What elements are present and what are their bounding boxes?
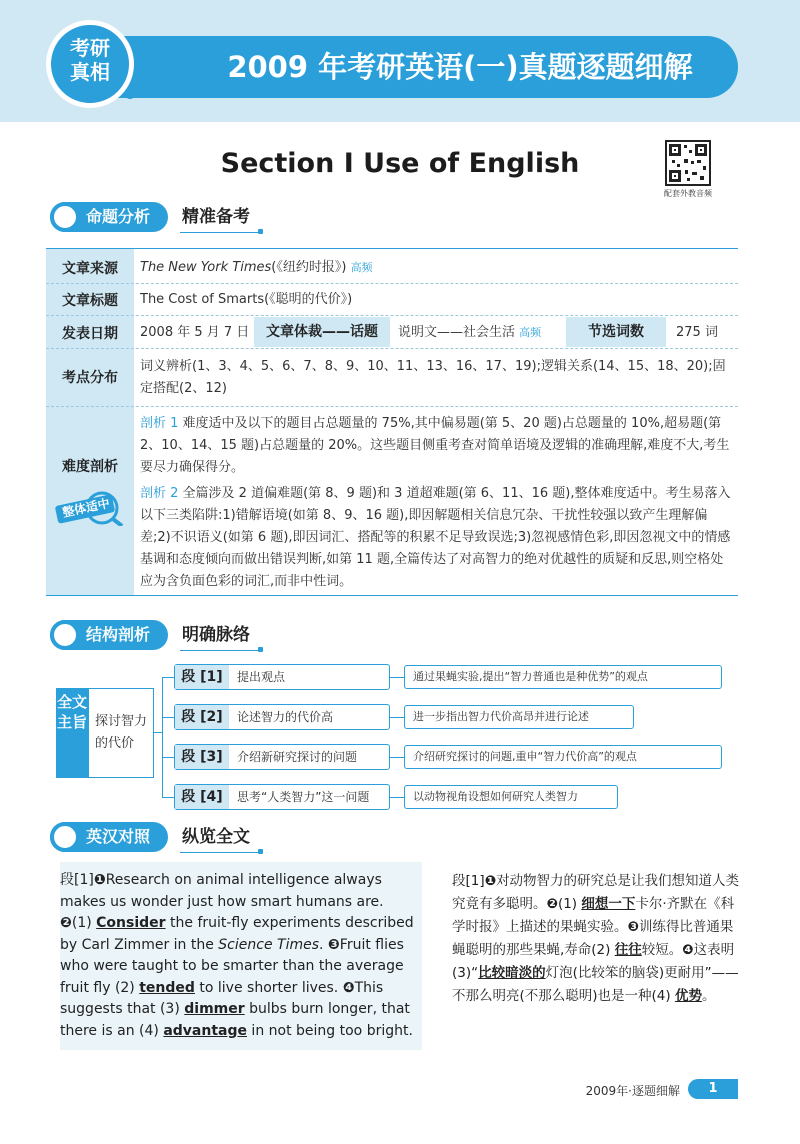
cn-s2b: 卡尔·齐默在《科学时报》上描述的果蝇实验。 — [452, 896, 735, 935]
points-label: 考点分布 — [62, 370, 118, 386]
page-number: 1 — [688, 1079, 738, 1099]
connector — [162, 677, 174, 678]
sentence-num: ❶ — [93, 872, 106, 888]
segment-4 — [174, 784, 390, 810]
cn-s3a: 训练得比普通果蝇聪明的那些果蝇,寿命(2) — [452, 919, 734, 958]
sentence-num: ❶ — [484, 873, 497, 889]
bilingual-heading-label: 英汉对照 — [86, 827, 151, 846]
sentence-num: ❷ — [546, 896, 558, 912]
magnifier-icon — [50, 620, 80, 650]
source-label: 文章来源 — [62, 261, 118, 277]
genre-value — [398, 323, 558, 343]
analysis-1-text: 难度适中及以下的题目占总题量的 75%,其中偏易题(第 5、20 题)占总题量的 10%,超易题(第 2、10、14、15 题)占总题量的 20%。这些题目侧重考查对简单语境及逻辑的准确理解,难度不大,考生要尽力确保得分。 — [140, 416, 730, 475]
heading-dot — [258, 849, 263, 854]
heading-dot — [258, 229, 263, 234]
en-s4b: bulbs burn longer, that there is an (4) — [60, 1001, 410, 1039]
date-value: 2008 年 5 月 7 日 — [140, 325, 250, 340]
analysis-heading-label: 命题分析 — [86, 207, 151, 226]
diagram-topic: 探讨智力的代价 — [88, 688, 154, 778]
blank-answer-3: dimmer — [184, 1001, 245, 1017]
cn-seg: 段[1] — [452, 873, 485, 889]
footer-text: 2009年·逐题细解 — [585, 1084, 680, 1098]
cn-s1: 对动物智力的研究总是让我们想知道人类究竟有多聪明。 — [452, 873, 740, 912]
en-s1: Research on animal intelligence always makes us wonder just how smart humans are. — [60, 872, 384, 910]
analysis-2-text: 全篇涉及 2 道偏难题(第 8、9 题)和 3 道超难题(第 6、11、16 题),整体难度适中。考生易落入以下三类陷阱:1)错解语境(如第 8、9、16 题),即因解题相关信息冗杂、干扰性较强以致产生理解偏差;2)不识语义(如第 6 题),即因词汇、搭配等的积累不足导致误选;3)忽视感情色彩,即因忽视文中的情感基调和态度倾向而做出错误判断,如第 11 题,全篇传达了对高智力的绝对优越性的质疑和反思,则空格处应为含负面色彩的词汇,而非中性词。 — [140, 486, 731, 589]
en-s3a: Fruit flies who were taught to be smarter than the average fruit fly (2) — [60, 936, 404, 996]
magnifier-icon — [50, 202, 80, 232]
words-label: 节选词数 — [566, 317, 666, 347]
analysis-2 — [140, 483, 734, 593]
analysis-1 — [140, 413, 734, 479]
qr-code-icon[interactable] — [665, 140, 711, 186]
sentence-num: ❸ — [327, 936, 340, 953]
segment-3 — [174, 744, 390, 770]
sentence-num: ❸ — [627, 919, 639, 935]
cn-s4a: 这表明(3)“ — [452, 942, 735, 981]
en-s4a: This suggests that (3) — [60, 979, 384, 1017]
analysis-2-tag: 剖析 2 — [140, 486, 179, 501]
connector — [390, 677, 404, 678]
genre-hot-badge: 高频 — [519, 326, 542, 339]
heading-underline — [180, 232, 260, 233]
connector — [390, 797, 404, 798]
cn-answer-2: 往往 — [614, 942, 642, 958]
blank-answer-1: Consider — [96, 915, 166, 931]
cn-answer-3: 比较暗淡的 — [478, 965, 546, 981]
logo-text-line2: 真相 — [70, 60, 110, 84]
english-passage — [60, 870, 418, 1042]
row-divider — [46, 348, 738, 350]
cn-answer-4: 优势 — [674, 988, 702, 1004]
points-value: 词义辨析(1、3、4、5、6、7、8、9、10、11、13、16、17、19);逻辑关系(14、15、18、20);固定搭配(2、12) — [140, 359, 726, 396]
segment-2-text: 论述智力的代价高 — [237, 710, 334, 724]
cn-s2a: (1) — [557, 896, 582, 912]
cn-s4b: 灯泡(比较笨的脑袋)更耐用”——不那么明亮(不那么聪明)也是一种(4) — [452, 965, 739, 1004]
row-divider — [46, 283, 738, 285]
heading-dot — [258, 647, 263, 652]
en-s2a: (1) — [71, 915, 97, 931]
bilingual-heading-sub: 纵览全文 — [182, 827, 250, 847]
title-value: The Cost of Smarts(《聪明的代价》) — [140, 292, 353, 307]
genre-text: 说明文——社会生活 — [398, 325, 516, 340]
diagram-root: 全文主旨 — [56, 688, 88, 778]
structure-heading-sub: 明确脉络 — [182, 625, 250, 645]
row-divider — [46, 406, 738, 408]
segment-2-note: 进一步指出智力代价高昂并进行论述 — [404, 705, 634, 729]
sentence-num: ❹ — [682, 942, 694, 958]
segment-3-num: 段 [3] — [175, 745, 229, 769]
en-s2b: the fruit-fly experiments described by Carl Zimmer in the — [60, 915, 414, 953]
title-label: 文章标题 — [62, 293, 118, 309]
connector — [154, 732, 162, 733]
source-hot-badge: 高频 — [350, 261, 373, 274]
sentence-num: ❷ — [60, 915, 72, 931]
connector — [162, 717, 174, 718]
section-title: Section I Use of English — [220, 148, 580, 179]
segment-1-text: 提出观点 — [237, 670, 286, 684]
segment-2 — [174, 704, 390, 730]
connector — [390, 717, 404, 718]
segment-4-num: 段 [4] — [175, 785, 229, 809]
analysis-1-tag: 剖析 1 — [140, 416, 179, 431]
source-rest: (《纽约时报》) — [271, 260, 347, 275]
page-title: 2009 年考研英语(一)真题逐题细解 — [227, 50, 693, 84]
source-italic: The New York Times — [140, 260, 272, 275]
cn-s4c: 。 — [701, 988, 716, 1004]
sentence-num: ❹ — [342, 979, 355, 996]
connector — [162, 757, 174, 758]
connector — [390, 757, 404, 758]
cn-answer-1: 细想一下 — [581, 896, 636, 912]
segment-3-text: 介绍新研究探讨的问题 — [237, 750, 358, 764]
en-s4c: in not being too bright. — [246, 1022, 413, 1039]
chinese-passage — [452, 870, 742, 1008]
structure-heading-label: 结构剖析 — [86, 625, 151, 644]
segment-4-note: 以动物视角设想如何研究人类智力 — [404, 785, 618, 809]
date-label: 发表日期 — [62, 326, 118, 342]
segment-1 — [174, 664, 390, 690]
table-top-border — [46, 248, 738, 249]
heading-underline — [180, 650, 260, 651]
cn-s3b: 较短。 — [641, 942, 683, 958]
words-value: 275 词 — [676, 325, 718, 340]
segment-3-note: 介绍研究探讨的问题,重申“智力代价高”的观点 — [404, 745, 722, 769]
genre-label: 文章体裁——话题 — [254, 317, 390, 347]
overall-moderate-text: 整体适中 — [61, 496, 112, 520]
heading-underline — [180, 852, 260, 853]
analysis-heading-sub: 精准备考 — [182, 207, 250, 227]
en-seg: 段[1] — [60, 872, 94, 888]
blank-answer-2: tended — [139, 979, 195, 996]
overall-moderate-badge — [52, 490, 130, 526]
table-bottom-border — [46, 595, 738, 596]
qr-caption: 配套外教音频 — [664, 189, 712, 198]
source-value — [140, 258, 730, 278]
logo-text-line1: 考研 — [70, 36, 110, 60]
en-s3b: to live shorter lives. — [194, 979, 343, 996]
segment-1-note: 通过果蝇实验,提出“智力普通也是种优势”的观点 — [404, 665, 722, 689]
en-s2i: Science Times — [218, 936, 320, 953]
magnifier-icon — [50, 822, 80, 852]
connector — [162, 677, 163, 797]
blank-answer-4: advantage — [163, 1022, 247, 1039]
difficulty-label: 难度剖析 — [62, 459, 118, 475]
segment-4-text: 思考“人类智力”这一问题 — [237, 790, 370, 804]
segment-2-num: 段 [2] — [175, 705, 229, 729]
en-s2c: . — [319, 936, 328, 953]
segment-1-num: 段 [1] — [175, 665, 229, 689]
connector — [162, 797, 174, 798]
